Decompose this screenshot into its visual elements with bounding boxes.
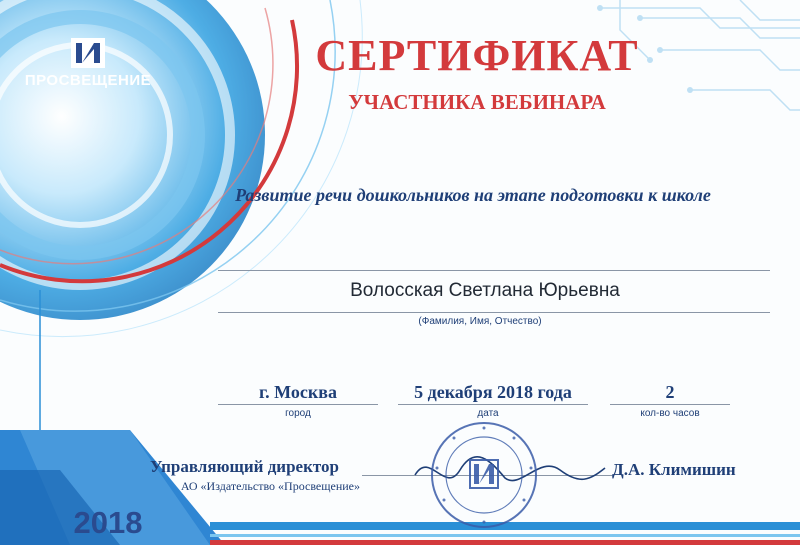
footer-year: 2018 (73, 505, 143, 540)
participant-name: Волосская Светлана Юрьевна (350, 280, 620, 301)
company-seal-icon (424, 420, 544, 530)
date-underline (398, 404, 588, 405)
name-underline (218, 312, 770, 313)
webinar-topic: Развитие речи дошкольников на этапе подготовки к школе (235, 185, 711, 205)
signatory-role: Управляющий директор (150, 457, 339, 476)
hours-caption: кол-во часов (640, 408, 700, 419)
divider (218, 270, 770, 271)
city-underline (218, 404, 378, 405)
company-name: АО «Издательство «Просвещение» (180, 479, 360, 493)
hours-value: 2 (665, 382, 675, 402)
date-value: 5 декабря 2018 года (414, 382, 572, 402)
city-value: г. Москва (259, 382, 337, 402)
city-caption: город (285, 408, 311, 419)
name-caption: (Фамилия, Имя, Отчество) (418, 316, 542, 327)
certificate-subtitle: УЧАСТНИКА ВЕБИНАРА (348, 90, 606, 114)
signatory-name: Д.А. Климишин (612, 460, 736, 479)
logo-text: ПРОСВЕЩЕНИЕ (24, 72, 152, 89)
hours-underline (610, 404, 730, 405)
certificate-title: СЕРТИФИКАТ (315, 31, 639, 80)
publisher-logo (18, 38, 158, 89)
prosveshchenie-logo-icon (71, 38, 105, 68)
date-caption: дата (477, 408, 499, 419)
